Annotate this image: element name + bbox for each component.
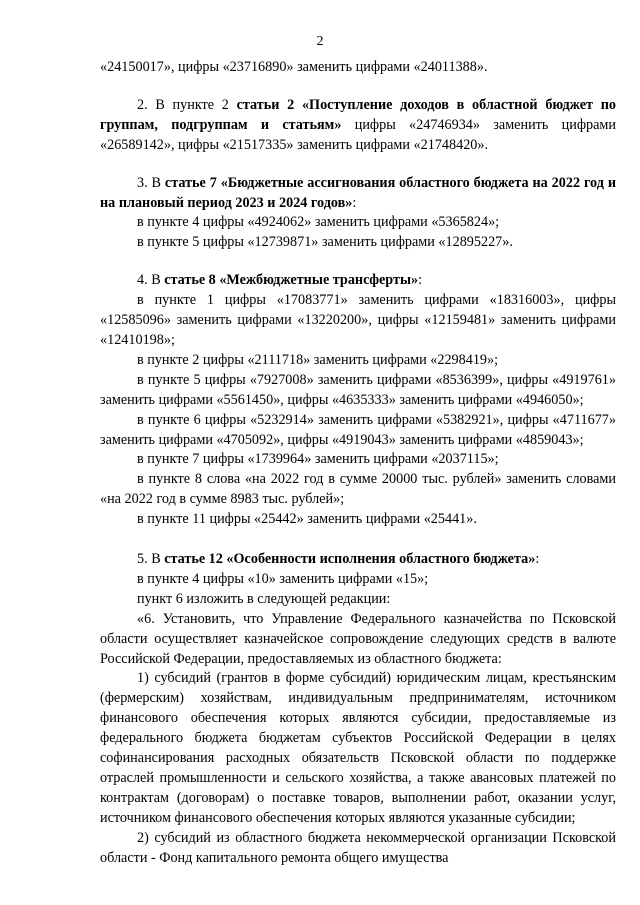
paragraph <box>100 590 616 610</box>
paragraph <box>100 291 616 351</box>
paragraph-text: в пункте 5 цифры «12739871» заменить цифрами «12895227». <box>137 234 513 251</box>
paragraph-spacer <box>100 253 616 271</box>
paragraph <box>100 271 616 291</box>
paragraph <box>100 174 616 214</box>
paragraph-text: в пункте 7 цифры «1739964» заменить цифрами «2037115»; <box>137 451 499 468</box>
paragraph-text: : <box>352 194 357 211</box>
paragraph-text: в пункте 5 цифры «7927008» заменить цифрами «8536399», цифры «4919761» заменить цифрами «5561450», цифры «4635333» заменить цифрами «4946050»; <box>100 371 616 408</box>
paragraph-text: в пункте 2 цифры «2111718» заменить цифрами «2298419»; <box>137 351 499 368</box>
page-number: 2 <box>316 34 324 49</box>
paragraph <box>100 829 616 869</box>
paragraph-text: «24150017», цифры «23716890» заменить цифрами «24011388». <box>100 59 488 75</box>
paragraph <box>100 371 616 411</box>
paragraph-text: в пункте 11 цифры «25442» заменить цифрами «25441». <box>137 511 477 528</box>
document-body <box>100 58 616 869</box>
paragraph <box>100 233 616 253</box>
paragraph <box>100 351 616 371</box>
paragraph-text: 1) субсидий (грантов в форме субсидий) юридическим лицам, крестьянским (фермерским) хозяйствам, индивидуальным предпринимателям, источником финансового обеспечения которых являются субсидии, предоставляемые из федерального бюджета бюджетам субъектов Российской Федерации в целях софинансирования расходных обязательств Псковской области по поддержке отраслей промышленности и сельского хозяйства, а также авансовых платежей по контрактам (договорам) о поставке товаров, выполнении работ, оказании услуг, источником финансового обеспечения которых являются указанные субсидии; <box>100 670 616 826</box>
paragraph-text: : <box>535 551 540 568</box>
paragraph <box>100 213 616 233</box>
paragraph-text: 2) субсидий из областного бюджета некоммерческой организации Псковской области - Фонд капитального ремонта общего имущества <box>100 829 616 866</box>
paragraph-text: в пункте 8 слова «на 2022 год в сумме 20000 тыс. рублей» заменить словами «на 2022 год в сумме 8983 тыс. рублей»; <box>100 471 616 508</box>
article-title: статьи 2 «Поступление доходов в областной бюджет по группам, подгруппам и статьям» <box>100 96 616 133</box>
paragraph-prefix: 2. В пункте 2 <box>137 96 237 113</box>
paragraph-spacer <box>100 156 616 174</box>
paragraph-text: цифры «24746934» заменить цифрами «26589142», цифры «21517335» заменить цифрами «21748420». <box>100 116 616 153</box>
paragraph-text: в пункте 4 цифры «10» заменить цифрами «15»; <box>137 570 429 587</box>
paragraph <box>100 58 616 78</box>
paragraph <box>100 470 616 510</box>
article-title: статье 12 «Особенности исполнения областного бюджета» <box>164 551 536 568</box>
paragraph-prefix: 3. В <box>137 174 165 191</box>
article-title: статье 7 «Бюджетные ассигнования областного бюджета на 2022 год и на плановый период 2023 и 2024 годов» <box>100 174 616 211</box>
paragraph-prefix: 5. В <box>137 551 165 568</box>
paragraph-text: : <box>418 272 423 289</box>
paragraph <box>100 510 616 530</box>
paragraph <box>100 570 616 590</box>
paragraph-text: «6. Установить, что Управление Федерального казначейства по Псковской области осуществляет казначейское сопровождение следующих средств в валюте Российской Федерации, предоставляемых из областного бюджета: <box>100 610 616 667</box>
paragraph <box>100 550 616 570</box>
paragraph-text: в пункте 4 цифры «4924062» заменить цифрами «5365824»; <box>137 214 500 231</box>
paragraph <box>100 450 616 470</box>
paragraph-spacer <box>100 530 616 550</box>
paragraph-text: пункт 6 изложить в следующей редакции: <box>137 590 391 607</box>
paragraph-spacer <box>100 78 616 96</box>
paragraph-text: в пункте 1 цифры «17083771» заменить цифрами «18316003», цифры «12585096» заменить цифрами «13220200», цифры «12159481» заменить цифрами «12410198»; <box>100 292 616 348</box>
paragraph <box>100 669 616 828</box>
paragraph-text: в пункте 6 цифры «5232914» заменить цифрами «5382921», цифры «4711677» заменить цифрами «4705092», цифры «4919043» заменить цифрами «4859043»; <box>100 411 616 448</box>
paragraph <box>100 411 616 451</box>
article-title: статье 8 «Межбюджетные трансферты» <box>164 272 419 289</box>
paragraph <box>100 610 616 670</box>
paragraph <box>100 96 616 156</box>
paragraph-prefix: 4. В <box>137 272 165 289</box>
